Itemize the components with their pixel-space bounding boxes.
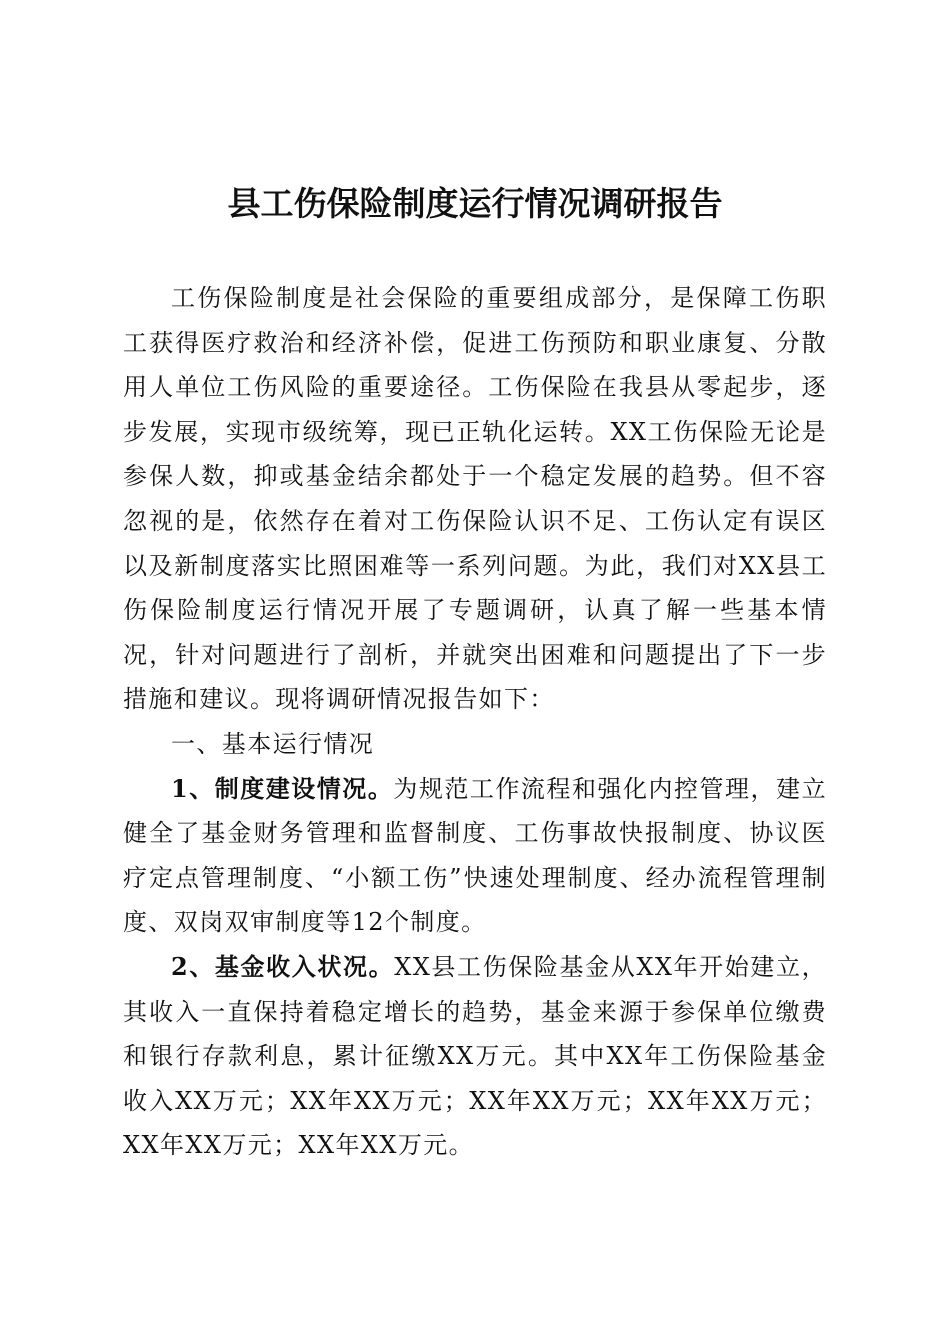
document-body <box>123 276 827 1168</box>
section-heading-basic-operation: 一、基本运行情况 <box>171 729 375 758</box>
document-title: 县工伤保险制度运行情况调研报告 <box>227 184 723 223</box>
item-text-system-building: 为规范工作流程和强化内控管理，建立健全了基金财务管理和监督制度、工伤事故快报制度、协议医疗定点管理制度、“小额工伤”快速处理制度、经办流程管理制度、双岗双审制度等12个制度。 <box>123 774 827 937</box>
item-label-system-building: 1、制度建设情况。 <box>171 773 394 803</box>
item-label-fund-income: 2、基金收入状况。 <box>171 951 395 981</box>
item-text-fund-income: XX县工伤保险基金从XX年开始建立，其收入一直保持着稳定增长的趋势，基金来源于参保单位缴费和银行存款利息，累计征缴XX万元。其中XX年工伤保险基金收入XX万元；XX年XX万元；XX年XX万元；XX年XX万元；XX年XX万元；XX年XX万元。 <box>123 952 827 1160</box>
item-paragraph-fund-income <box>123 945 827 1168</box>
intro-paragraph: 工伤保险制度是社会保险的重要组成部分，是保障工伤职工获得医疗救治和经济补偿，促进工伤预防和职业康复、分散用人单位工伤风险的重要途径。工伤保险在我县从零起步，逐步发展，实现市级统筹，现已正轨化运转。XX工伤保险无论是参保人数，抑或基金结余都处于一个稳定发展的趋势。但不容忽视的是，依然存在着对工伤保险认识不足、工伤认定有误区以及新制度落实比照困难等一系列问题。为此，我们对XX县工伤保险制度运行情况开展了专题调研，认真了解一些基本情况，针对问题进行了剖析，并就突出困难和问题提出了下一步措施和建议。现将调研情况报告如下： <box>123 284 827 714</box>
item-paragraph-system-building <box>123 767 827 945</box>
